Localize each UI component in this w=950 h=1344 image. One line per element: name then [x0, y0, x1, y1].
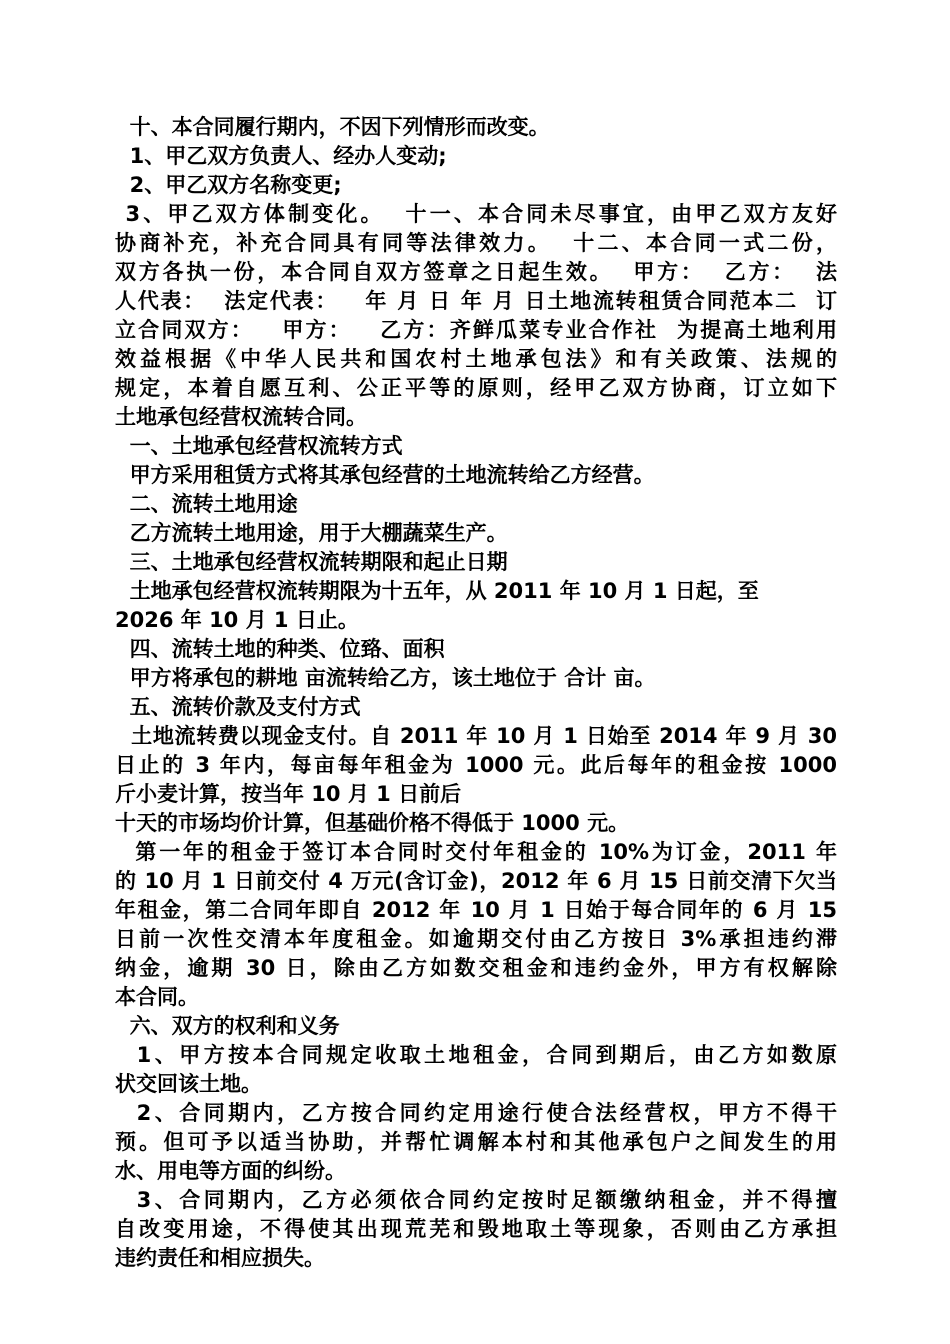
text-line: 三、土地承包经营权流转期限和起止日期: [115, 550, 508, 574]
text-line: 日止的 3 年内，每亩每年租金为 1000 元。此后每年的租金按 1000: [115, 753, 837, 777]
text-line: 一、土地承包经营权流转方式: [115, 434, 403, 458]
text-line: 1、甲乙双方负责人、经办人变动;: [115, 144, 447, 168]
document-body: [115, 113, 837, 1273]
text-line: 双方各执一份，本合同自双方签章之日起生效。 甲方： 乙方： 法: [115, 260, 837, 284]
text-line: 五、流转价款及支付方式: [115, 695, 361, 719]
text-line: 立合同双方： 甲方： 乙方：齐鲜瓜菜专业合作社 为提高土地利用: [115, 318, 837, 342]
text-line: 纳金，逾期 30 日，除由乙方如数交租金和违约金外，甲方有权解除: [115, 956, 837, 980]
text-line: 六、双方的权利和义务: [115, 1014, 340, 1038]
text-line: 土地承包经营权流转期限为十五年，从 2011 年 10 月 1 日起，至: [115, 579, 759, 603]
text-line: 自改变用途，不得使其出现荒芜和毁地取土等现象，否则由乙方承担: [115, 1217, 837, 1241]
text-line: 人代表： 法定代表： 年 月 日 年 月 日土地流转租赁合同范本二 订: [115, 289, 837, 313]
text-line: 斤小麦计算，按当年 10 月 1 日前后: [115, 782, 462, 806]
text-line: 土地流转费以现金支付。自 2011 年 10 月 1 日始至 2014 年 9 月 30: [115, 724, 837, 748]
text-line: 的 10 月 1 日前交付 4 万元(含订金)，2012 年 6 月 15 日前交清下欠当: [115, 869, 837, 893]
text-line: 日前一次性交清本年度租金。如逾期交付由乙方按日 3%承担违约滞: [115, 927, 837, 951]
text-line: 规定，本着自愿互利、公正平等的原则，经甲乙双方协商，订立如下: [115, 376, 837, 400]
text-line: 2026 年 10 月 1 日止。: [115, 608, 359, 632]
text-line: 1、甲方按本合同规定收取土地租金，合同到期后，由乙方如数原: [115, 1043, 837, 1067]
text-line: 水、用电等方面的纠纷。: [115, 1159, 346, 1183]
text-line: 违约责任和相应损失。: [115, 1246, 325, 1270]
text-line: 第一年的租金于签订本合同时交付年租金的 10%为订金，2011 年: [115, 840, 837, 864]
text-line: 状交回该土地。: [115, 1072, 262, 1096]
text-line: 甲方将承包的耕地 亩流转给乙方，该土地位于 合计 亩。: [115, 666, 656, 690]
text-line: 乙方流转土地用途，用于大棚蔬菜生产。: [115, 521, 508, 545]
text-line: 3、甲乙双方体制变化。 十一、本合同未尽事宜，由甲乙双方友好: [115, 202, 837, 226]
text-line: 2、甲乙双方名称变更;: [115, 173, 342, 197]
text-line: 年租金，第二合同年即自 2012 年 10 月 1 日始于每合同年的 6 月 15: [115, 898, 837, 922]
document-page: [115, 113, 837, 1273]
text-line: 本合同。: [115, 985, 199, 1009]
text-line: 四、流转土地的种类、位臵、面积: [115, 637, 445, 661]
text-line: 协商补充，补充合同具有同等法律效力。 十二、本合同一式二份，: [115, 231, 837, 255]
text-line: 土地承包经营权流转合同。: [115, 405, 367, 429]
text-line: 十天的市场均价计算，但基础价格不得低于 1000 元。: [115, 811, 630, 835]
text-line: 二、流转土地用途: [115, 492, 298, 516]
text-line: 3、合同期内，乙方必须依合同约定按时足额缴纳租金，并不得擅: [115, 1188, 837, 1212]
text-line: 预。但可予以适当协助，并帮忙调解本村和其他承包户之间发生的用: [115, 1130, 837, 1154]
text-line: 甲方采用租赁方式将其承包经营的土地流转给乙方经营。: [115, 463, 655, 487]
text-line: 十、本合同履行期内，不因下列情形而改变。: [115, 115, 550, 139]
text-line: 2、合同期内，乙方按合同约定用途行使合法经营权，甲方不得干: [115, 1101, 837, 1125]
text-line: 效益根据《中华人民共和国农村土地承包法》和有关政策、法规的: [115, 347, 837, 371]
